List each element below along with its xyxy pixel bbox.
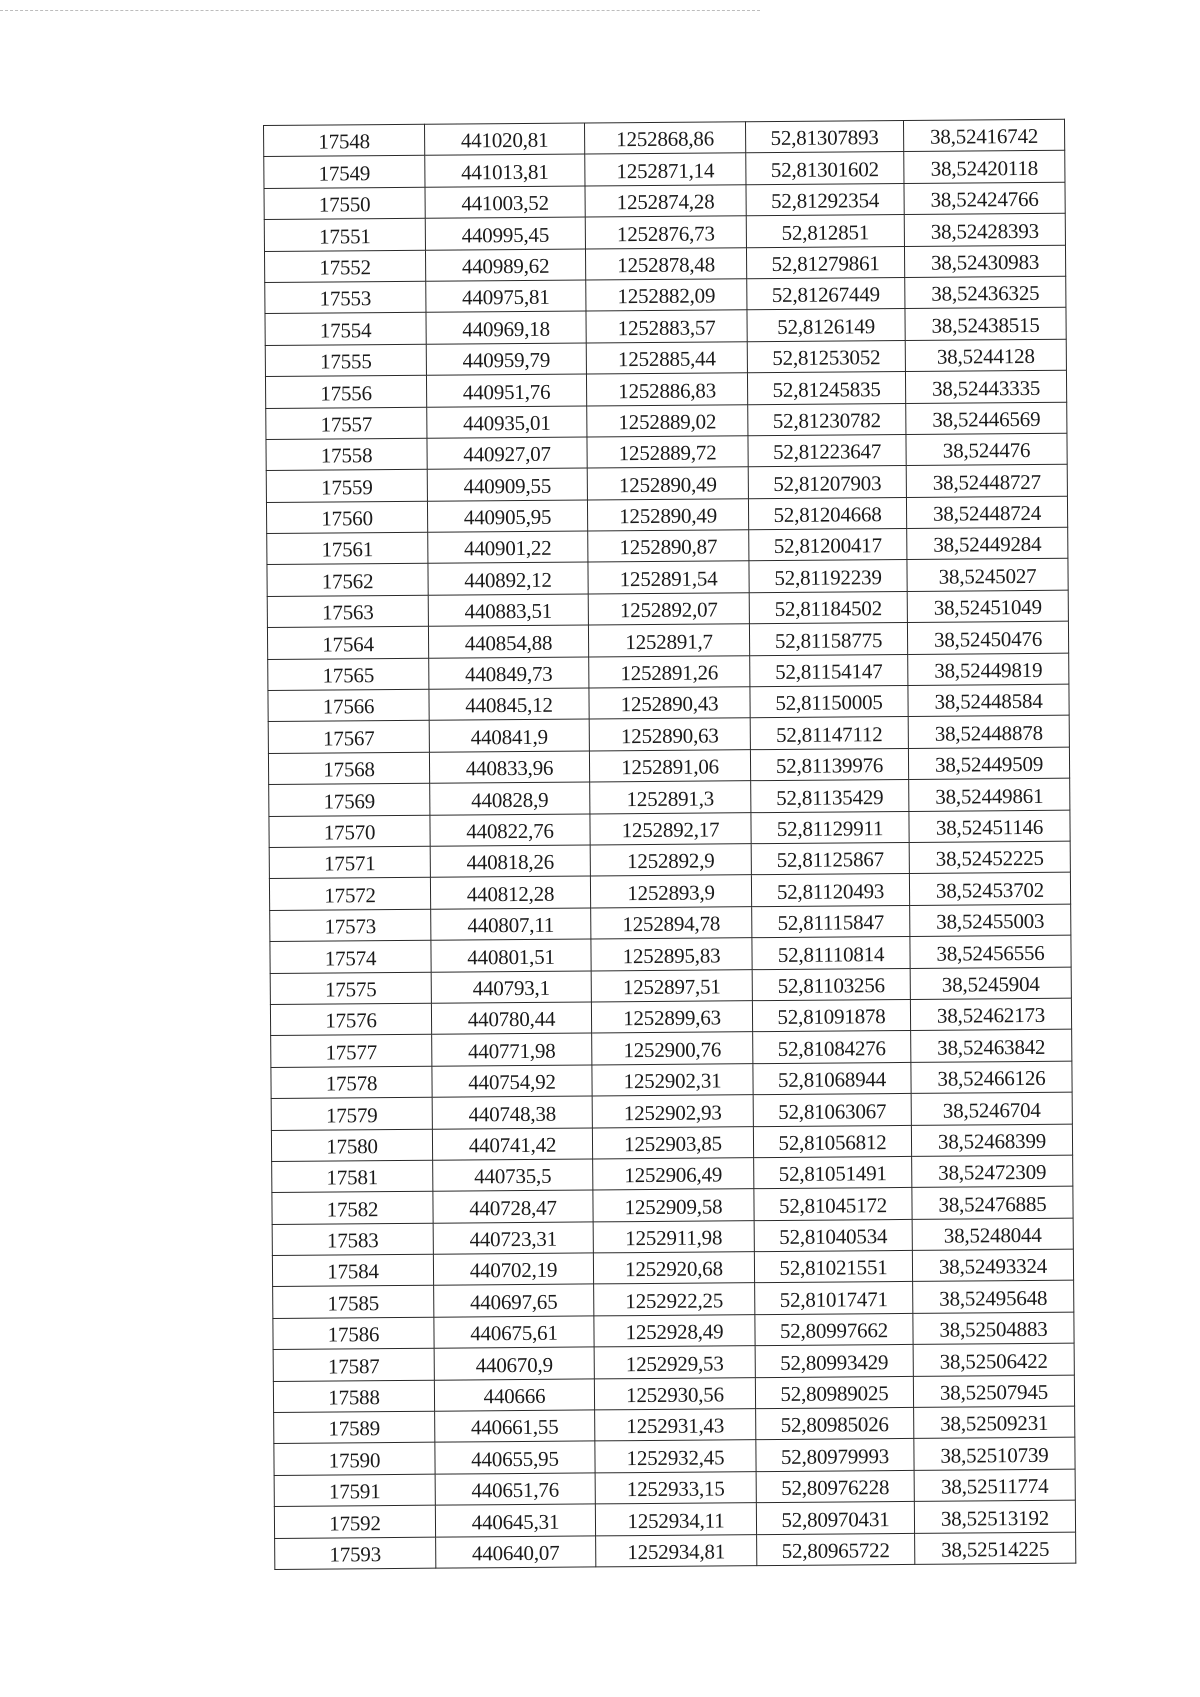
x-coordinate-cell: 440754,92: [432, 1065, 592, 1098]
scan-edge-artifact: [0, 10, 760, 11]
x-coordinate-cell: 440995,45: [425, 217, 585, 250]
longitude-cell: 38,52443335: [905, 370, 1066, 403]
longitude-cell: 38,5246704: [911, 1092, 1072, 1125]
latitude-cell: 52,80997662: [755, 1313, 913, 1346]
latitude-cell: 52,81192239: [749, 560, 907, 593]
longitude-cell: 38,52472309: [912, 1155, 1073, 1188]
latitude-cell: 52,81200417: [749, 529, 907, 562]
latitude-cell: 52,81084276: [753, 1031, 911, 1064]
y-coordinate-cell: 1252900,76: [592, 1032, 753, 1065]
point-number-cell: 17591: [274, 1474, 435, 1507]
latitude-cell: 52,81051491: [754, 1156, 912, 1189]
y-coordinate-cell: 1252893,9: [590, 875, 751, 908]
longitude-cell: 38,52416742: [903, 119, 1064, 152]
latitude-cell: 52,81040534: [754, 1219, 912, 1252]
x-coordinate-cell: 440670,9: [434, 1347, 594, 1380]
longitude-cell: 38,524476: [906, 433, 1067, 466]
x-coordinate-cell: 440905,95: [427, 500, 587, 533]
point-number-cell: 17553: [265, 281, 426, 314]
longitude-cell: 38,52468399: [911, 1124, 1072, 1157]
x-coordinate-cell: 440728,47: [433, 1190, 593, 1223]
latitude-cell: 52,81207903: [748, 466, 906, 499]
point-number-cell: 17581: [272, 1160, 433, 1193]
y-coordinate-cell: 1252909,58: [593, 1189, 754, 1222]
point-number-cell: 17548: [264, 124, 425, 157]
latitude-cell: 52,81267449: [747, 277, 905, 310]
y-coordinate-cell: 1252911,98: [593, 1220, 754, 1253]
latitude-cell: 52,81139976: [750, 748, 908, 781]
x-coordinate-cell: 440818,26: [430, 845, 590, 878]
y-coordinate-cell: 1252931,43: [595, 1409, 756, 1442]
y-coordinate-cell: 1252903,85: [592, 1126, 753, 1159]
y-coordinate-cell: 1252891,3: [590, 781, 751, 814]
x-coordinate-cell: 440833,96: [429, 751, 589, 784]
longitude-cell: 38,52455003: [910, 904, 1071, 937]
x-coordinate-cell: 441020,81: [424, 123, 584, 156]
latitude-cell: 52,81253052: [747, 340, 905, 373]
x-coordinate-cell: 440845,12: [429, 688, 589, 721]
y-coordinate-cell: 1252889,02: [587, 404, 748, 437]
longitude-cell: 38,52476885: [912, 1186, 1073, 1219]
x-coordinate-cell: 440702,19: [433, 1253, 593, 1286]
x-coordinate-cell: 440812,28: [430, 876, 590, 909]
y-coordinate-cell: 1252891,06: [589, 750, 750, 783]
point-number-cell: 17552: [264, 250, 425, 283]
latitude-cell: 52,81292354: [746, 183, 904, 216]
longitude-cell: 38,5244128: [905, 339, 1066, 372]
y-coordinate-cell: 1252892,9: [590, 844, 751, 877]
x-coordinate-cell: 440655,95: [435, 1441, 595, 1474]
y-coordinate-cell: 1252933,15: [595, 1471, 756, 1504]
longitude-cell: 38,52513192: [914, 1500, 1075, 1533]
longitude-cell: 38,52453702: [909, 873, 1070, 906]
latitude-cell: 52,80985026: [756, 1407, 914, 1440]
point-number-cell: 17561: [267, 532, 428, 565]
x-coordinate-cell: 440661,55: [435, 1410, 595, 1443]
x-coordinate-cell: 440828,9: [430, 782, 590, 815]
y-coordinate-cell: 1252928,49: [594, 1315, 755, 1348]
point-number-cell: 17590: [274, 1443, 435, 1476]
y-coordinate-cell: 1252934,81: [596, 1534, 757, 1567]
point-number-cell: 17550: [264, 187, 425, 220]
x-coordinate-cell: 440741,42: [432, 1127, 592, 1160]
point-number-cell: 17556: [265, 375, 426, 408]
latitude-cell: 52,80970431: [756, 1502, 914, 1535]
point-number-cell: 17579: [271, 1097, 432, 1130]
table-row: [275, 1532, 1076, 1570]
point-number-cell: 17568: [268, 752, 429, 785]
latitude-cell: 52,81125867: [751, 842, 909, 875]
longitude-cell: 38,52448878: [908, 716, 1069, 749]
longitude-cell: 38,52493324: [912, 1249, 1073, 1282]
longitude-cell: 38,52510739: [914, 1438, 1075, 1471]
x-coordinate-cell: 440801,51: [431, 939, 591, 972]
y-coordinate-cell: 1252899,63: [591, 1001, 752, 1034]
x-coordinate-cell: 440901,22: [428, 531, 588, 564]
y-coordinate-cell: 1252890,87: [588, 530, 749, 563]
longitude-cell: 38,52451146: [909, 810, 1070, 843]
longitude-cell: 38,52449284: [907, 527, 1068, 560]
y-coordinate-cell: 1252871,14: [585, 153, 746, 186]
longitude-cell: 38,52424766: [904, 182, 1065, 215]
point-number-cell: 17566: [268, 689, 429, 722]
y-coordinate-cell: 1252892,17: [590, 812, 751, 845]
x-coordinate-cell: 440969,18: [426, 311, 586, 344]
y-coordinate-cell: 1252891,7: [588, 624, 749, 657]
longitude-cell: 38,52428393: [904, 213, 1065, 246]
latitude-cell: 52,8126149: [747, 309, 905, 342]
x-coordinate-cell: 440975,81: [426, 280, 586, 313]
latitude-cell: 52,81068944: [753, 1062, 911, 1095]
latitude-cell: 52,81056812: [753, 1125, 911, 1158]
latitude-cell: 52,81184502: [749, 591, 907, 624]
y-coordinate-cell: 1252922,25: [594, 1283, 755, 1316]
longitude-cell: 38,52448724: [906, 496, 1067, 529]
y-coordinate-cell: 1252934,11: [595, 1503, 756, 1536]
point-number-cell: 17572: [269, 878, 430, 911]
point-number-cell: 17586: [273, 1317, 434, 1350]
longitude-cell: 38,52507945: [913, 1375, 1074, 1408]
longitude-cell: 38,52509231: [914, 1406, 1075, 1439]
latitude-cell: 52,81129911: [751, 811, 909, 844]
point-number-cell: 17562: [267, 564, 428, 597]
point-number-cell: 17564: [267, 626, 428, 659]
point-number-cell: 17583: [272, 1223, 433, 1256]
y-coordinate-cell: 1252902,31: [592, 1063, 753, 1096]
x-coordinate-cell: 440675,61: [434, 1316, 594, 1349]
longitude-cell: 38,52446569: [906, 402, 1067, 435]
longitude-cell: 38,52430983: [904, 245, 1065, 278]
point-number-cell: 17549: [264, 156, 425, 189]
x-coordinate-cell: 440951,76: [426, 374, 586, 407]
point-number-cell: 17567: [268, 721, 429, 754]
y-coordinate-cell: 1252868,86: [584, 122, 745, 155]
latitude-cell: 52,81307893: [745, 120, 903, 153]
point-number-cell: 17570: [269, 815, 430, 848]
y-coordinate-cell: 1252886,83: [586, 373, 747, 406]
point-number-cell: 17580: [271, 1129, 432, 1162]
x-coordinate-cell: 440771,98: [432, 1033, 592, 1066]
x-coordinate-cell: 440883,51: [428, 594, 588, 627]
latitude-cell: 52,81147112: [750, 717, 908, 750]
longitude-cell: 38,52511774: [914, 1469, 1075, 1502]
point-number-cell: 17574: [270, 940, 431, 973]
longitude-cell: 38,52451049: [907, 590, 1068, 623]
latitude-cell: 52,81245835: [747, 372, 905, 405]
latitude-cell: 52,81223647: [748, 434, 906, 467]
y-coordinate-cell: 1252897,51: [591, 969, 752, 1002]
y-coordinate-cell: 1252895,83: [591, 938, 752, 971]
x-coordinate-cell: 440780,44: [431, 1002, 591, 1035]
point-number-cell: 17576: [270, 1003, 431, 1036]
latitude-cell: 52,81301602: [746, 152, 904, 185]
point-number-cell: 17559: [266, 470, 427, 503]
longitude-cell: 38,52462173: [910, 998, 1071, 1031]
longitude-cell: 38,52463842: [911, 1030, 1072, 1063]
point-number-cell: 17578: [271, 1066, 432, 1099]
latitude-cell: 52,81115847: [752, 905, 910, 938]
x-coordinate-cell: 440927,07: [427, 437, 587, 470]
y-coordinate-cell: 1252930,56: [594, 1377, 755, 1410]
x-coordinate-cell: 440645,31: [435, 1504, 595, 1537]
latitude-cell: 52,81045172: [754, 1188, 912, 1221]
latitude-cell: 52,81204668: [748, 497, 906, 530]
point-number-cell: 17557: [266, 407, 427, 440]
longitude-cell: 38,52452225: [909, 841, 1070, 874]
coordinates-table: [263, 119, 1076, 1570]
longitude-cell: 38,52420118: [904, 151, 1065, 184]
x-coordinate-cell: 440697,65: [434, 1284, 594, 1317]
longitude-cell: 38,52504883: [913, 1312, 1074, 1345]
latitude-cell: 52,80989025: [755, 1376, 913, 1409]
longitude-cell: 38,5248044: [912, 1218, 1073, 1251]
latitude-cell: 52,81091878: [752, 999, 910, 1032]
x-coordinate-cell: 440748,38: [432, 1096, 592, 1129]
x-coordinate-cell: 440807,11: [431, 908, 591, 941]
coordinates-table-body: [264, 119, 1076, 1569]
point-number-cell: 17584: [272, 1254, 433, 1287]
latitude-cell: 52,81154147: [750, 654, 908, 687]
x-coordinate-cell: 440959,79: [426, 343, 586, 376]
latitude-cell: 52,81230782: [748, 403, 906, 436]
longitude-cell: 38,52436325: [905, 276, 1066, 309]
latitude-cell: 52,80979993: [756, 1439, 914, 1472]
y-coordinate-cell: 1252902,93: [592, 1095, 753, 1128]
point-number-cell: 17582: [272, 1191, 433, 1224]
point-number-cell: 17560: [266, 501, 427, 534]
latitude-cell: 52,81110814: [752, 937, 910, 970]
y-coordinate-cell: 1252890,63: [589, 718, 750, 751]
x-coordinate-cell: 440793,1: [431, 970, 591, 1003]
y-coordinate-cell: 1252929,53: [594, 1346, 755, 1379]
latitude-cell: 52,81135429: [751, 780, 909, 813]
point-number-cell: 17569: [269, 783, 430, 816]
point-number-cell: 17575: [270, 972, 431, 1005]
longitude-cell: 38,52466126: [911, 1061, 1072, 1094]
y-coordinate-cell: 1252890,49: [587, 467, 748, 500]
y-coordinate-cell: 1252906,49: [593, 1158, 754, 1191]
x-coordinate-cell: 440849,73: [429, 657, 589, 690]
point-number-cell: 17565: [268, 658, 429, 691]
point-number-cell: 17585: [273, 1286, 434, 1319]
y-coordinate-cell: 1252885,44: [586, 341, 747, 374]
point-number-cell: 17577: [271, 1035, 432, 1068]
latitude-cell: 52,81158775: [749, 623, 907, 656]
longitude-cell: 38,52448584: [908, 684, 1069, 717]
x-coordinate-cell: 440909,55: [427, 468, 587, 501]
y-coordinate-cell: 1252892,07: [588, 593, 749, 626]
x-coordinate-cell: 440892,12: [428, 562, 588, 595]
longitude-cell: 38,52449509: [908, 747, 1069, 780]
y-coordinate-cell: 1252890,49: [587, 498, 748, 531]
longitude-cell: 38,52438515: [905, 308, 1066, 341]
y-coordinate-cell: 1252876,73: [585, 216, 746, 249]
coordinates-table-container: [263, 119, 1076, 1570]
y-coordinate-cell: 1252932,45: [595, 1440, 756, 1473]
longitude-cell: 38,52495648: [913, 1281, 1074, 1314]
latitude-cell: 52,81150005: [750, 685, 908, 718]
point-number-cell: 17555: [265, 344, 426, 377]
point-number-cell: 17592: [274, 1505, 435, 1538]
latitude-cell: 52,81279861: [746, 246, 904, 279]
longitude-cell: 38,52506422: [913, 1343, 1074, 1376]
point-number-cell: 17571: [269, 846, 430, 879]
x-coordinate-cell: 440822,76: [430, 814, 590, 847]
latitude-cell: 52,81103256: [752, 968, 910, 1001]
y-coordinate-cell: 1252874,28: [585, 184, 746, 217]
point-number-cell: 17558: [266, 438, 427, 471]
latitude-cell: 52,80993429: [755, 1345, 913, 1378]
x-coordinate-cell: 440666: [434, 1379, 594, 1412]
x-coordinate-cell: 440735,5: [433, 1159, 593, 1192]
point-number-cell: 17587: [273, 1348, 434, 1381]
y-coordinate-cell: 1252890,43: [589, 687, 750, 720]
latitude-cell: 52,81120493: [751, 874, 909, 907]
latitude-cell: 52,81017471: [755, 1282, 913, 1315]
point-number-cell: 17588: [273, 1380, 434, 1413]
longitude-cell: 38,52448727: [906, 464, 1067, 497]
longitude-cell: 38,5245027: [907, 559, 1068, 592]
x-coordinate-cell: 441013,81: [425, 154, 585, 187]
longitude-cell: 38,52456556: [910, 935, 1071, 968]
y-coordinate-cell: 1252882,09: [586, 279, 747, 312]
longitude-cell: 38,5245904: [910, 967, 1071, 1000]
y-coordinate-cell: 1252891,26: [589, 655, 750, 688]
y-coordinate-cell: 1252920,68: [593, 1252, 754, 1285]
point-number-cell: 17551: [264, 218, 425, 251]
latitude-cell: 52,81063067: [753, 1094, 911, 1127]
x-coordinate-cell: 440935,01: [427, 405, 587, 438]
longitude-cell: 38,52514225: [915, 1532, 1076, 1565]
x-coordinate-cell: 440841,9: [429, 719, 589, 752]
x-coordinate-cell: 440854,88: [428, 625, 588, 658]
x-coordinate-cell: 440723,31: [433, 1222, 593, 1255]
x-coordinate-cell: 440640,07: [436, 1536, 596, 1569]
longitude-cell: 38,52449819: [908, 653, 1069, 686]
x-coordinate-cell: 440651,76: [435, 1473, 595, 1506]
point-number-cell: 17589: [274, 1411, 435, 1444]
point-number-cell: 17563: [267, 595, 428, 628]
point-number-cell: 17593: [275, 1537, 436, 1570]
point-number-cell: 17573: [270, 909, 431, 942]
x-coordinate-cell: 440989,62: [425, 249, 585, 282]
latitude-cell: 52,81021551: [754, 1250, 912, 1283]
y-coordinate-cell: 1252878,48: [585, 247, 746, 280]
y-coordinate-cell: 1252889,72: [587, 436, 748, 469]
y-coordinate-cell: 1252894,78: [591, 906, 752, 939]
latitude-cell: 52,812851: [746, 215, 904, 248]
latitude-cell: 52,80976228: [756, 1470, 914, 1503]
y-coordinate-cell: 1252891,54: [588, 561, 749, 594]
point-number-cell: 17554: [265, 313, 426, 346]
longitude-cell: 38,52449861: [909, 778, 1070, 811]
latitude-cell: 52,80965722: [757, 1533, 915, 1566]
y-coordinate-cell: 1252883,57: [586, 310, 747, 343]
x-coordinate-cell: 441003,52: [425, 186, 585, 219]
longitude-cell: 38,52450476: [907, 621, 1068, 654]
